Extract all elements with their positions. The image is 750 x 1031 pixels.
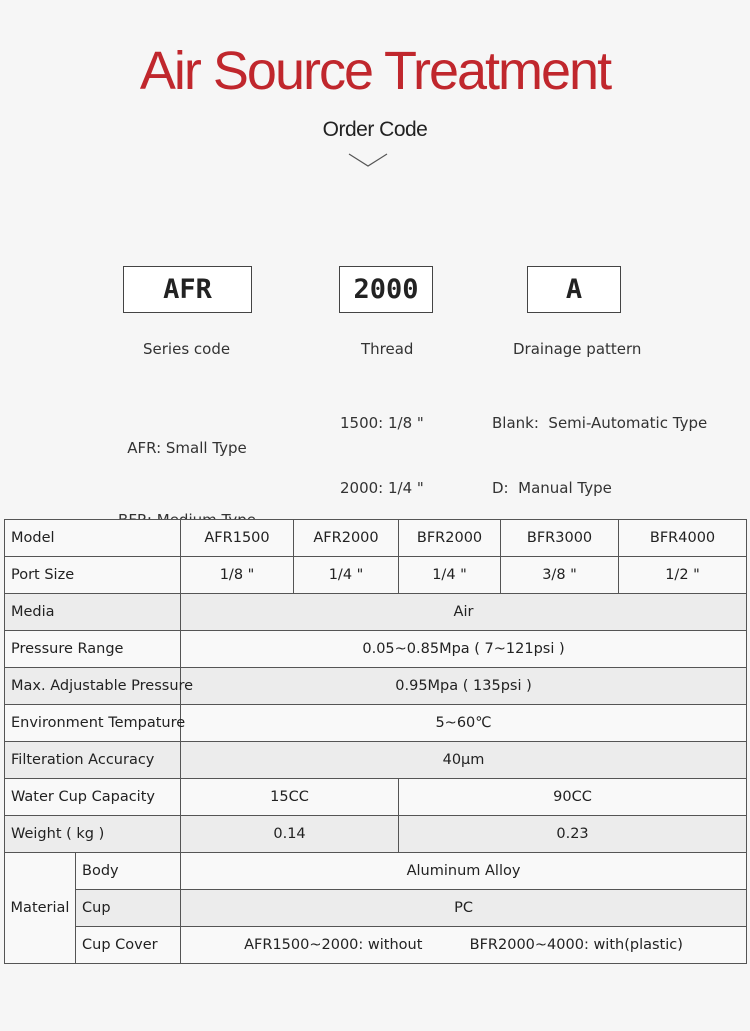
thread-code-box: 2000 [339, 266, 433, 313]
port-size-cell: 1/4 " [294, 557, 399, 594]
section-subtitle: Order Code [322, 118, 428, 141]
body-label: Body [76, 853, 181, 890]
port-size-cell: 1/2 " [619, 557, 747, 594]
model-cell: AFR2000 [294, 520, 399, 557]
max-pressure-value: 0.95Mpa ( 135psi ) [181, 668, 747, 705]
drainage-option: Blank: Semi-Automatic Type [492, 414, 708, 432]
filtration-value: 40μm [181, 742, 747, 779]
cup-capacity-label: Water Cup Capacity [5, 779, 181, 816]
thread-option: 1500: 1/8 " [340, 414, 424, 432]
series-option: AFR: Small Type [127, 439, 247, 457]
thread-option: 2000: 1/4 " [340, 478, 424, 497]
series-code-box: AFR [123, 266, 252, 313]
drainage-heading: Drainage pattern [513, 340, 642, 358]
pressure-range-value: 0.05~0.85Mpa ( 7~121psi ) [181, 631, 747, 668]
material-label: Material [5, 853, 76, 964]
port-size-cell: 3/8 " [501, 557, 619, 594]
table-row [5, 668, 747, 705]
cup-capacity-value: 15CC [181, 779, 399, 816]
cup-capacity-value: 90CC [399, 779, 747, 816]
pressure-range-label: Pressure Range [5, 631, 181, 668]
body-value: Aluminum Alloy [181, 853, 747, 890]
model-cell: AFR1500 [181, 520, 294, 557]
model-cell: BFR3000 [501, 520, 619, 557]
table-row [5, 816, 747, 853]
cup-value: PC [181, 890, 747, 927]
port-size-label: Port Size [5, 557, 181, 594]
cup-cover-afr: AFR1500~2000: without [244, 937, 423, 953]
weight-value: 0.14 [181, 816, 399, 853]
table-row [5, 742, 747, 779]
model-cell: BFR4000 [619, 520, 747, 557]
specification-table [4, 519, 747, 964]
port-size-cell: 1/4 " [399, 557, 501, 594]
drainage-option: D: Manual Type [492, 478, 612, 497]
weight-value: 0.23 [399, 816, 747, 853]
table-row [5, 927, 747, 964]
table-row [5, 890, 747, 927]
media-label: Media [5, 594, 181, 631]
cup-cover-value [181, 927, 747, 964]
filtration-label: Filteration Accuracy [5, 742, 181, 779]
table-row [5, 557, 747, 594]
cup-label: Cup [76, 890, 181, 927]
environment-value: 5~60℃ [181, 705, 747, 742]
weight-label: Weight ( kg ) [5, 816, 181, 853]
table-row [5, 520, 747, 557]
model-cell: BFR2000 [399, 520, 501, 557]
cup-cover-label: Cup Cover [76, 927, 181, 964]
table-row [5, 631, 747, 668]
cup-cover-bfr: BFR2000~4000: with(plastic) [469, 937, 683, 953]
table-row [5, 705, 747, 742]
drainage-code-box: A [527, 266, 621, 313]
table-row [5, 779, 747, 816]
port-size-cell: 1/8 " [181, 557, 294, 594]
table-row [5, 594, 747, 631]
page-title: Air Source Treatment [139, 41, 611, 101]
thread-heading: Thread [361, 340, 414, 358]
max-pressure-label: Max. Adjustable Pressure [5, 668, 181, 705]
media-value: Air [181, 594, 747, 631]
chevron-down-icon [348, 152, 388, 168]
series-code-heading: Series code [143, 340, 231, 358]
table-row [5, 853, 747, 890]
model-label: Model [5, 520, 181, 557]
environment-label: Environment Tempature [5, 705, 181, 742]
